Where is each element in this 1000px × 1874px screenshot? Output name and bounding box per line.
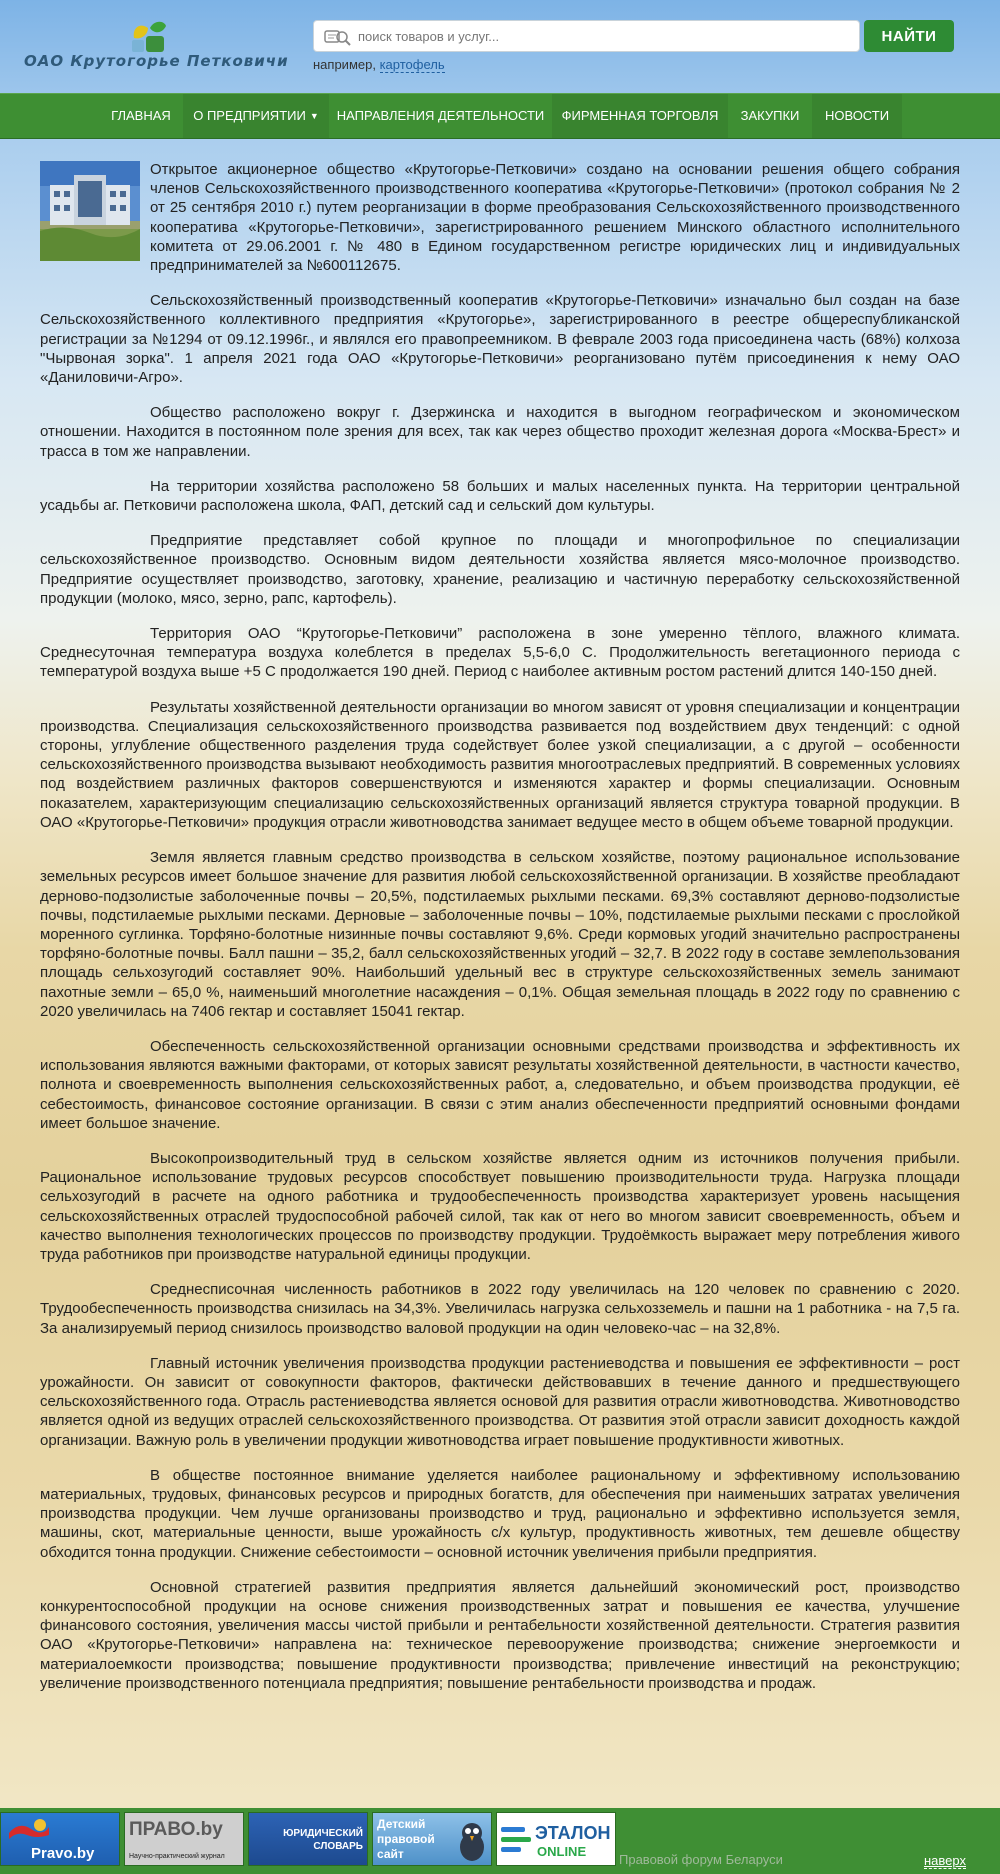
banner-pravo-by[interactable] — [0, 1812, 120, 1866]
nav-item-purchases[interactable] — [728, 94, 812, 138]
paragraph: Земля является главным средство производства в сельском хозяйстве, поэтому рациональное использование земельных ресурсов имеет большое значение для развития любой сельскохозяйственной организации. В хозяйстве преобладают дерново-подзолистые заболоченные почвы – 20,5%, подстилаемых рыхлыми песками. 69,3% составляют дерново-подзолистые почвы, подстилаемые рыхлыми песками. Дерновые – заболоченные почвы – 10%, подстилаемые рыхлыми песками с прослойкой моренного суглинка. Торфяно-болотные низинные почвы составляют 9,6%. Среди кормовых угодий значительно распространены торфяно-болотные почвы. Балл пашни – 35,2, балл сельскохозяйственных угодий – 32,7. В 2022 году в составе землепользования площадь сельхозугодий составляет 90%. Наибольший удельный вес в структуре сельскохозяйственных земель занимают пахотные земли – 65,0 %, наименьший многолетние насаждения – 0,1%. Общая земельная площадь в 2022 году по сравнению с 2020 увеличилась на 7406 гектар и составляет 15041 гектар. — [40, 849, 960, 1020]
paragraph: Предприятие представляет собой крупное по площади и многопрофильное по специализации сельскохозяйственное производство. Основным видом деятельности хозяйства является мясо-молочное производство. Предприятие осуществляет производство, заготовку, хранение, реализацию и частичную переработку сельскохозяйственной продукции (молоко, мясо, зерно, рапс, картофель). — [40, 532, 960, 607]
paragraph: Открытое акционерное общество «Крутогорье-Петковичи» создано на основании решения общего собрания членов Сельскохозяйственного производственного кооператива «Крутогорье-Петковичи» (протокол собрания № 2 от 25 сентября 2010 г.) путем реорганизации в форме преобразования Сельскохозяйственного производственного кооператива «Крутогорье-Петковичи», зарегистрированного решением Минского областного исполнительного комитета от 29.06.2001 г. № 480 в Едином государственном регистре юридических лиц и индивидуальных предпринимателей за №600112675. — [150, 161, 960, 275]
paragraph: Результаты хозяйственной деятельности организации во многом зависят от уровня специализации и концентрации производства. Специализация сельскохозяйственного производства развивается под воздействием двух тенденций: с одной стороны, углубление общественного разделения труда содействует более узкой специализации, а с другой – особенности сельскохозяйственного производства вызывают необходимость развития многоотраслевых предприятий. В современных условиях под воздействием различных факторов совершенствуются и изменяются характер и формы специализации. Основным показателем, характеризующим специализацию сельскохозяйственных организаций является структура товарной продукции. В ОАО «Крутогорье-Петковичи» продукция отрасли животноводства занимает ведущее место в общем объеме товарной продукции. — [40, 698, 960, 831]
bird-mascot-icon — [455, 1819, 489, 1863]
banner-sublabel: Научно-практический журнал — [129, 1853, 225, 1860]
nav-item-label: НАПРАВЛЕНИЯ ДЕЯТЕЛЬНОСТИ — [336, 108, 545, 123]
back-to-top-link[interactable]: наверх — [924, 1853, 966, 1868]
paragraph: Главный источник увеличения производства продукции растениеводства и повышения ее эффективности – рост урожайности. Он зависит от совокупности факторов, фактически действовавших в течение данного и предшествующего сельскохозяйственного года. Отрасль растениеводства является основой для развития отрасли животноводства. Животноводство является одной из ведущих отраслей сельскохозяйственного производства. От развития этой отрасли зависит доходность каждой организации. Важную роль в увеличении продукции животноводства играет повышение продуктивности животных. — [40, 1354, 960, 1449]
search-box — [313, 20, 860, 52]
banner-label: ПРАВО.by — [129, 1819, 223, 1840]
logo-text: ОАО Крутогорье Петковичи — [24, 52, 289, 70]
search-input[interactable] — [358, 21, 853, 51]
nav-item-label: О ПРЕДПРИЯТИИ — [193, 108, 306, 123]
banner-label: Детский правовой сайт — [377, 1817, 435, 1861]
site-logo[interactable] — [24, 18, 289, 74]
nav-item-label: ГЛАВНАЯ — [111, 108, 171, 123]
paragraph: Сельскохозяйственный производственный кооператив «Крутогорье-Петковичи» изначально был создан на базе Сельскохозяйственного коллективного предприятия «Крутогорье», зарегистрированного в реестре общереспубликанской регистрации за №1294 от 09.12.1996г., и являлся его правопреемником. В феврале 2003 года присоединена часть (68%) колхоза "Чырвоная зорка". 1 апреля 2021 года ОАО «Крутогорье-Петковичи» реорганизовано путём присоединения к нему ОАО «Даниловичи-Агро». — [40, 292, 960, 387]
nav-item-news[interactable] — [812, 94, 902, 138]
nav-item-activities[interactable] — [329, 94, 552, 138]
nav-item-label: ЗАКУПКИ — [740, 108, 800, 123]
site-footer — [0, 1808, 1000, 1874]
paragraph: Общество расположено вокруг г. Дзержинска и находится в выгодном географическом и экономическом отношении. Находится в постоянном поле зрения для всех, так как через общество проходит железная дорога «Москва-Брест» и трасса в том же направлении. — [40, 404, 960, 460]
banner-legal-dictionary[interactable] — [248, 1812, 368, 1866]
paragraph: В обществе постоянное внимание уделяется наиболее рациональному и эффективному использованию материальных, трудовых, финансовых ресурсов и природных богатств, для обеспечения при наименьших затратах увеличения производства продукции. Чем лучше организованы производство и труд, рационально и эффективно используется земля, машины, скот, материальные ценности, выше урожайность с/х культур, продуктивность животных, тем дешевле обществу обходится тонна продукции. Снижение себестоимости – основной источник увеличения прибыли предприятия. — [40, 1466, 960, 1561]
paragraph: Территория ОАО “Крутогорье-Петковичи” расположена в зоне умеренно тёплого, влажного климата. Среднесуточная температура воздуха колеблется в пределах 5,5-6,0 С. Продолжительность вегетационного периода с температурой воздуха выше +5 С продолжается 190 дней. Период с наиболее активным ростом растений длится 140-150 дней. — [40, 625, 960, 681]
nav-item-about[interactable] — [183, 94, 329, 138]
nav-item-label: НОВОСТИ — [824, 108, 890, 123]
paragraph: На территории хозяйства расположено 58 больших и малых населенных пункта. На территории центральной усадьбы аг. Петковичи расположена школа, ФАП, детский сад и сельский дом культуры. — [40, 477, 960, 515]
banner-sublabel: ONLINE — [537, 1844, 587, 1859]
forum-banner-image[interactable]: Правовой форум Беларуси — [619, 1852, 783, 1867]
paragraph: Среднесписочная численность работников в 2022 году увеличилась на 120 человек по сравнению с 2020. Трудообеспеченность производства снизилась на 34,3%. Увеличилась нагрузка сельхозземель и пашни на 1 работника - на 7,5 га. За анализируемый период снизилось производство валовой продукции на один человеко-час – на 32,8%. — [40, 1281, 960, 1337]
site-header — [0, 0, 1000, 93]
banner-label: ЭТАЛОН — [535, 1823, 611, 1843]
logo-leaf-icon — [128, 18, 168, 54]
search-options-icon[interactable] — [324, 28, 352, 46]
main-nav — [0, 93, 1000, 139]
search-button[interactable]: НАЙТИ — [864, 20, 954, 52]
flag-emblem-icon — [9, 1817, 49, 1841]
nav-item-trade[interactable] — [552, 94, 728, 138]
search-hint-prefix: например, — [313, 57, 376, 72]
building-photo[interactable] — [40, 161, 140, 261]
chevron-down-icon: ▼ — [309, 111, 319, 121]
nav-item-home[interactable] — [99, 94, 183, 138]
banner-pravo-journal[interactable] — [124, 1812, 244, 1866]
banner-kids-legal-site[interactable] — [372, 1812, 492, 1866]
main-content — [40, 160, 960, 1709]
banner-etalon-online[interactable] — [496, 1812, 616, 1866]
etalon-logo-icon — [501, 1827, 531, 1853]
search-hint-link[interactable]: картофель — [379, 57, 445, 72]
banner-label: Pravo.by — [31, 1845, 95, 1862]
search-hint — [313, 57, 445, 72]
nav-item-label: ФИРМЕННАЯ ТОРГОВЛЯ — [561, 108, 719, 123]
banner-label: ЮРИДИЧЕСКИЙ СЛОВАРЬ — [283, 1828, 363, 1852]
paragraph: Высокопроизводительный труд в сельском хозяйстве является одним из источников получения прибыли. Рациональное использование трудовых ресурсов способствует повышению производительности труда. Нагрузка площади сельхозугодий в расчете на одного работника и трудообеспеченность производства характеризует уровень насыщения сельскохозяйственных отраслей трудоспособной рабочей силой, так как от него во многом зависит своевременность, объем и качество выполнения технологических процессов по производству продукции. Трудоёмкость выражает меру потребления живого труда работников при производстве натуральной единицы продукции. — [40, 1149, 960, 1263]
paragraph: Обеспеченность сельскохозяйственной организации основными средствами производства и эффективность их использования являются важными факторами, от которых зависят результаты хозяйственной деятельности, в частности качество, полнота и своевременность выполнения сельскохозяйственных работ, а, следовательно, и объем производства продукции, её себестоимость, финансовое состояние организации. В связи с этим анализ обеспеченности предприятий основными фондами имеет большое значение. — [40, 1037, 960, 1132]
paragraph: Основной стратегией развития предприятия является дальнейший экономический рост, производство конкурентоспособной продукции на основе снижения производственных затрат и повышения ее качества, улучшение финансового состояния, увеличения массы чистой прибыли и рентабельности хозяйственной деятельности. Стратегия развития ОАО «Крутогорье-Петковичи» направлена на: техническое перевооружение производства; снижение энергоемкости и материалоемкости производства; повышение продуктивности производства; привлечение инвестиций на реконструкцию; увеличение производственного потенциала предприятия; повышение рентабельности производства и продаж. — [40, 1578, 960, 1692]
